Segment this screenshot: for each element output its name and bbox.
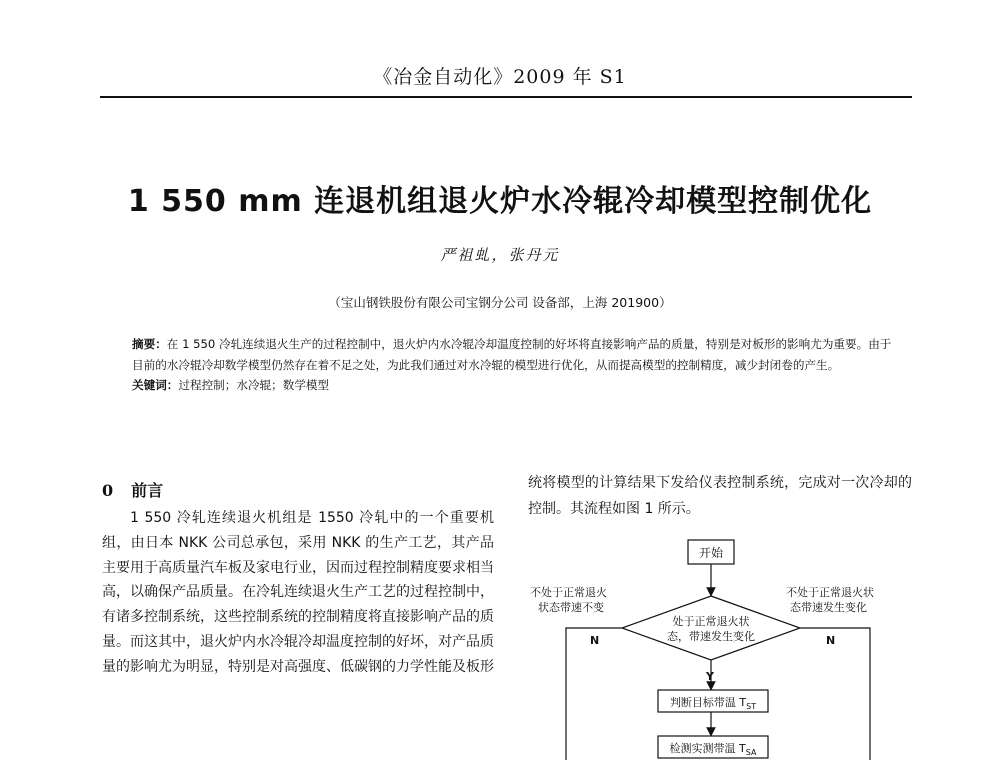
decision-diamond	[622, 596, 800, 660]
article-title: 1 550 mm 连退机组退火炉水冷辊冷却模型控制优化	[127, 184, 873, 219]
section-title: 前言	[131, 481, 164, 500]
right-branch-line	[800, 628, 870, 760]
journal-header: 《冶金自动化》2009 年 S1	[373, 66, 627, 88]
intro-paragraph: 1 550 冷轧连续退火机组是 1550 冷轧中的一个重要机组，由日本 NKK 公司总承包，采用 NKK 的生产工艺，其产品主要用于高质量汽车板及家电行业，因而过程控制精度要求相当高，以确保产品质量。在冷轧连续退火生产工艺的过程控制中，有诸多控制系统，这些控制系统的控制精度将直接影响产品的质量。而这其中，退火炉内水冷辊冷却温度控制的好坏，对产品质量的影响尤为明显，特别是对高强度、低碳钢的力学性能及板形	[102, 510, 494, 675]
left-branch-line	[566, 628, 622, 760]
keywords	[132, 375, 892, 396]
decision-line1: 处于正常退火状	[672, 615, 750, 628]
left-column	[102, 506, 494, 680]
step2-label: 检测实测带温 $T_{SA}$	[669, 742, 757, 757]
abstract-label: 摘要：	[132, 337, 167, 351]
step1-label: 判断目标带温 $T_{ST}$	[669, 696, 757, 711]
left-note-line1: 不处于正常退火	[530, 586, 607, 599]
affiliation: （宝山钢铁股份有限公司宝钢分公司 设备部，上海 201900）	[328, 295, 672, 310]
decision-line2: 态，带速发生变化	[667, 630, 755, 643]
section-heading	[102, 478, 163, 501]
header-rule	[100, 96, 912, 98]
flowchart	[520, 530, 920, 760]
right-note-line1: 不处于正常退火状	[786, 586, 874, 599]
authors: 严祖虬，张丹元	[440, 246, 560, 264]
abstract-block	[132, 334, 892, 396]
right-column	[528, 470, 912, 522]
abstract-text: 在 1 550 冷轧连续退火生产的过程控制中，退火炉内水冷辊冷却温度控制的好坏将直接影响产品的质量，特别是对板形的影响尤为重要。由于目前的水冷辊冷却数学模型仍然存在着不足之处，为此我们通过对水冷辊的模型进行优化，从而提高模型的控制精度，减少封闭卷的产生。	[132, 337, 892, 372]
section-number: 0	[102, 481, 114, 500]
keywords-label: 关键词：	[132, 378, 179, 392]
start-label: 开始	[698, 546, 724, 560]
keywords-text: 过程控制；水冷辊；数学模型	[178, 378, 330, 392]
right-note-line2: 态带速发生变化	[790, 601, 867, 614]
left-note-line2: 状态带速不变	[538, 601, 604, 614]
left-branch-label: N	[590, 634, 600, 647]
yes-branch-label: Y	[706, 670, 714, 683]
right-paragraph: 统将模型的计算结果下发给仪表控制系统，完成对一次冷却的控制。其流程如图 1 所示。	[528, 475, 912, 517]
abstract	[132, 334, 892, 375]
right-branch-label: N	[826, 634, 836, 647]
